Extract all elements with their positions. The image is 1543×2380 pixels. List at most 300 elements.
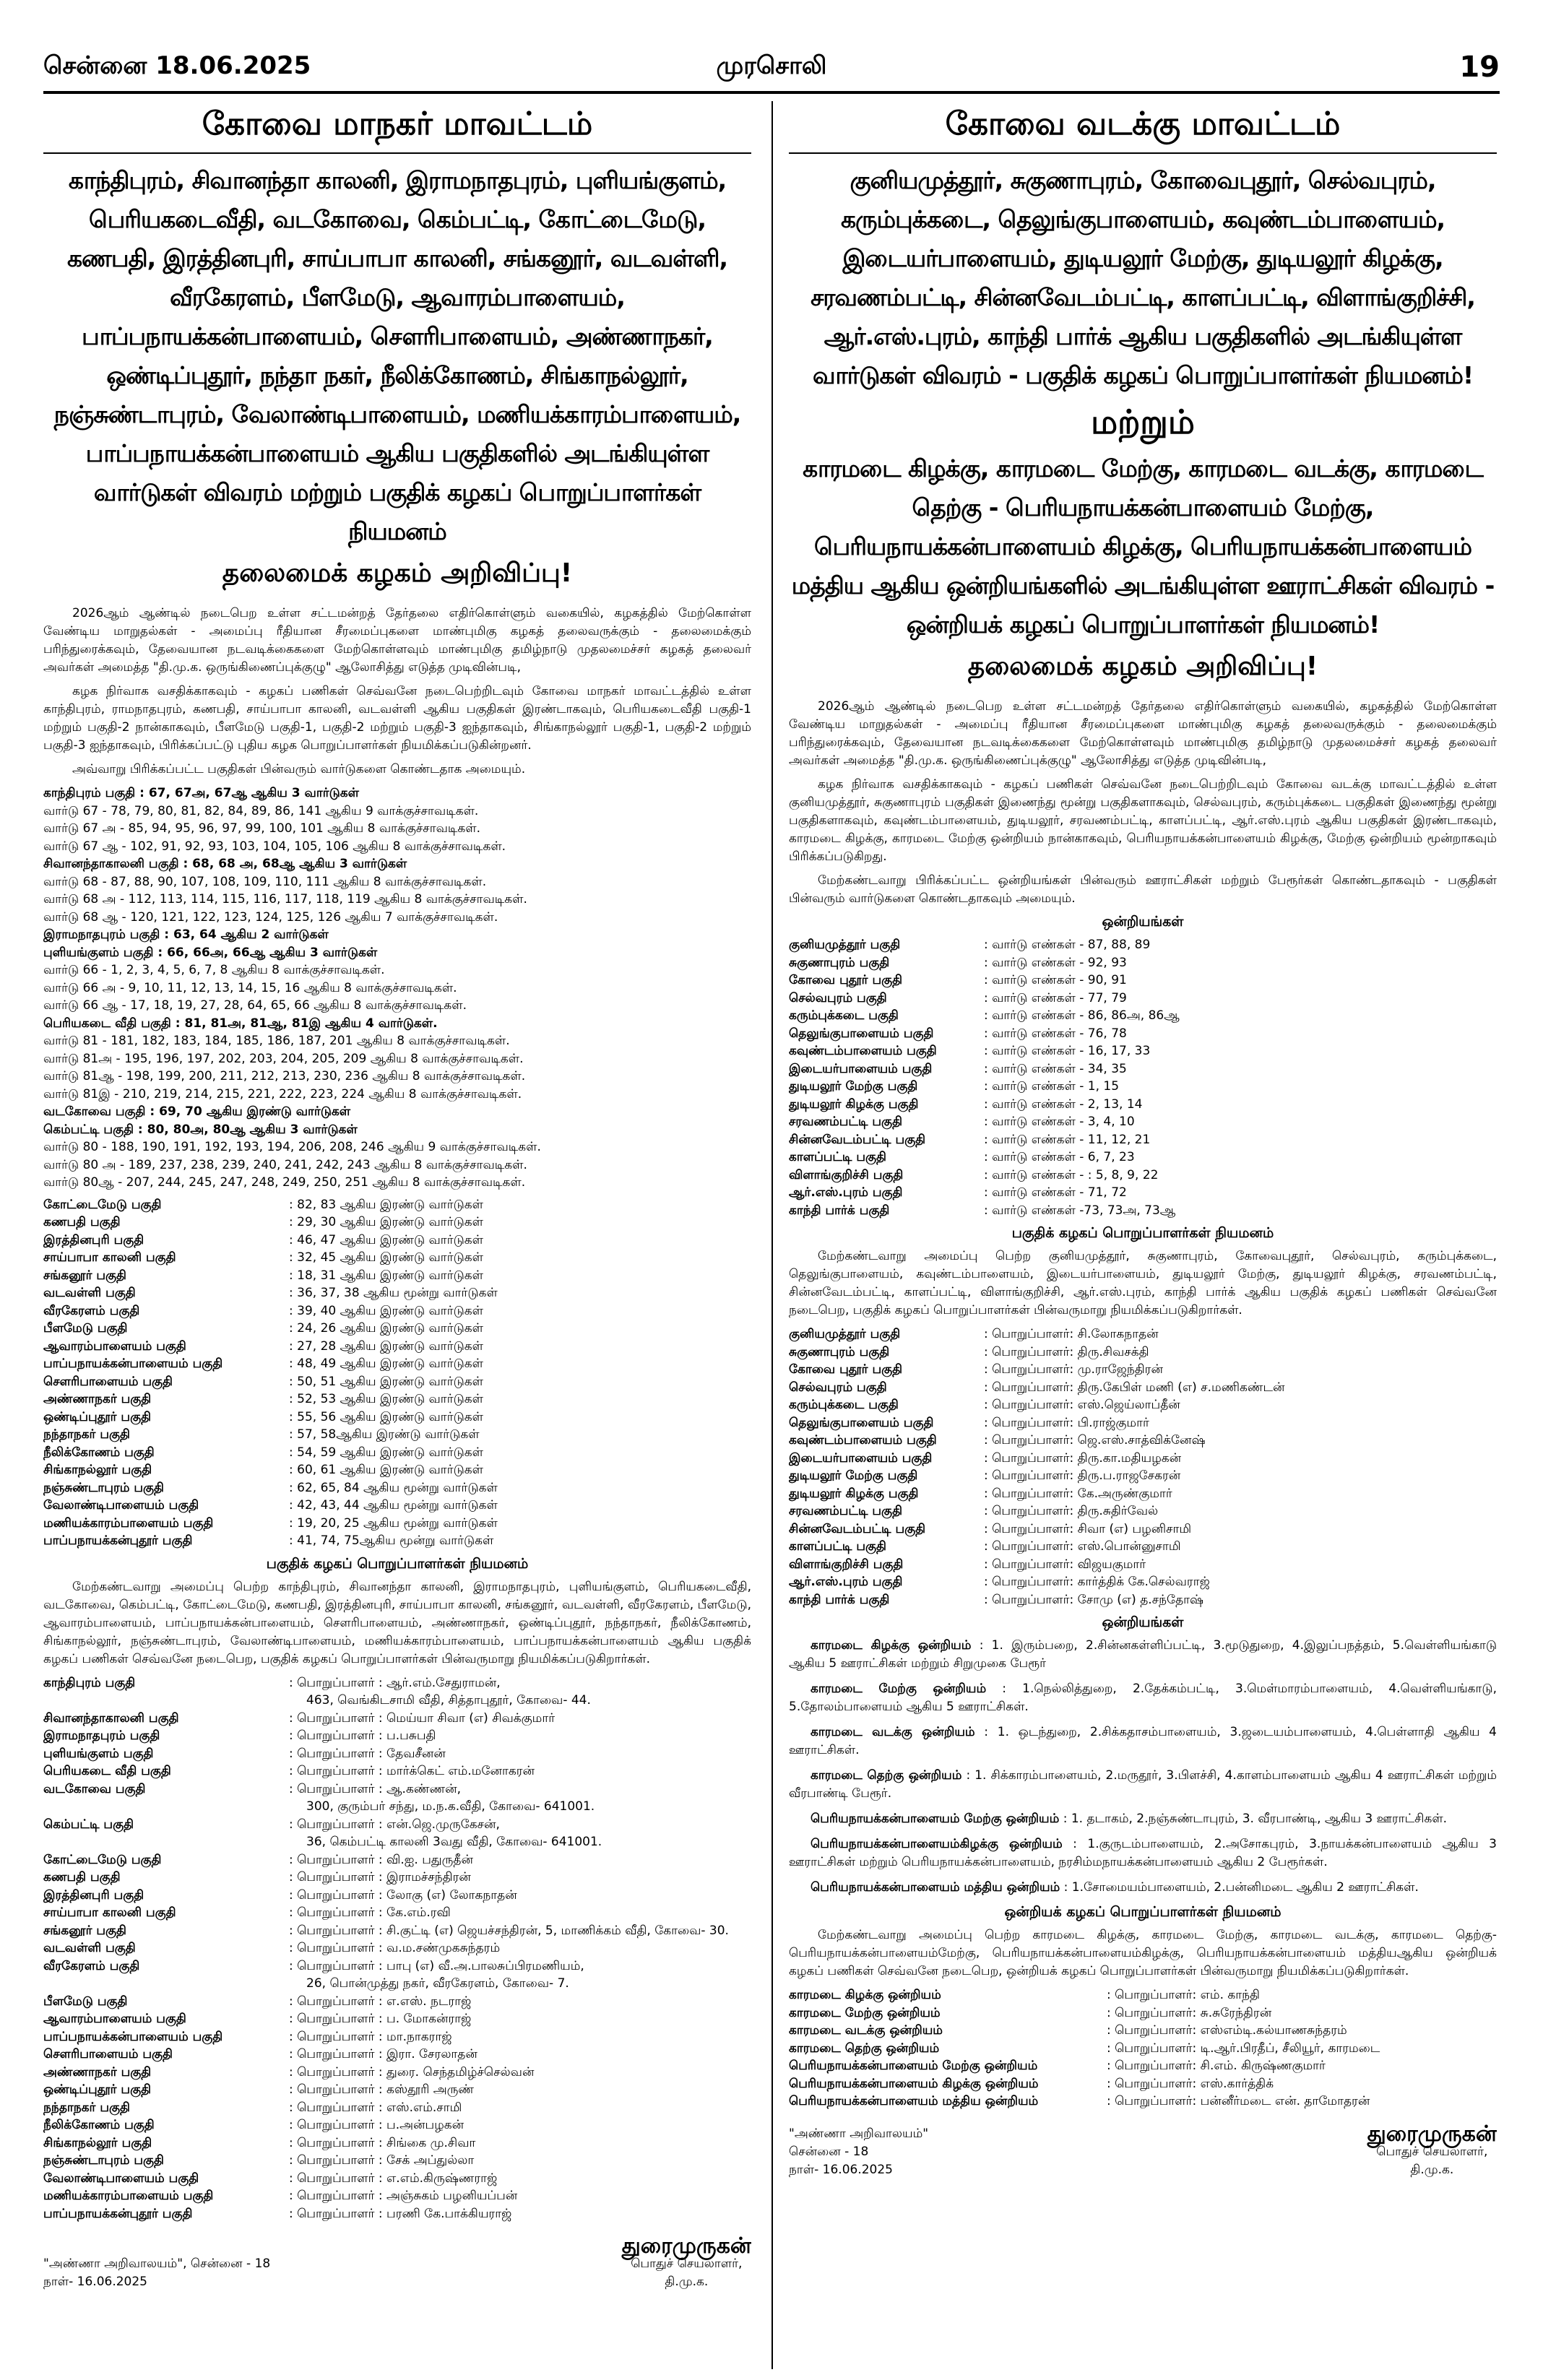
area-ward-row-area: கோட்டைமேடு பகுதி <box>43 1197 162 1212</box>
officer-row <box>789 1485 1497 1503</box>
officer-row-area: புளியங்குளம் பகுதி <box>43 1746 154 1761</box>
officer-row-area: சுகுணாபுரம் பகுதி <box>789 1344 890 1359</box>
union-name: பெரியநாயக்கன்பாளையம்கிழக்கு ஒன்றியம் <box>811 1837 1063 1851</box>
area-ward-row-area: நீலிக்கோணம் பகுதி <box>43 1445 155 1460</box>
area-ward-row-area: பாப்பநாயக்கன்புதூர் பகுதி <box>43 1533 193 1548</box>
officer-row <box>43 2134 751 2152</box>
area-ward-row-text: : 57, 58ஆகிய இரண்டு வார்டுகள் <box>289 1427 480 1442</box>
officer-row-value <box>984 1379 1497 1397</box>
area-ward-row-text: : வார்டு எண்கள் - : 5, 8, 9, 22 <box>984 1167 1159 1182</box>
right-sign-city: சென்னை - 18 <box>789 2144 869 2159</box>
left-announcement: தலைமைக் கழகம் அறிவிப்பு! <box>222 558 573 588</box>
column-divider <box>772 101 773 2369</box>
area-ward-row-area: காளப்பட்டி பகுதி <box>789 1150 886 1164</box>
area-ward-row-value <box>289 1213 751 1232</box>
area-ward-row <box>43 1213 751 1232</box>
officer-row-value <box>984 1485 1497 1503</box>
area-ward-row <box>43 1408 751 1427</box>
officer-row-value <box>289 1816 751 1851</box>
officer-row-value <box>984 1573 1497 1591</box>
officer-row <box>789 1361 1497 1379</box>
area-ward-row <box>789 1096 1497 1114</box>
officer-row-value <box>289 1957 751 1993</box>
union-officer-row <box>789 2093 1497 2111</box>
area-ward-row <box>789 1184 1497 1202</box>
union-name: காரமடை வடக்கு ஒன்றியம் <box>811 1725 975 1739</box>
union-detail: : 1. ஒடந்துறை, 2.சிக்கதாசம்பாளையம், 3.ஜடையம்பாளையம், 4.பெள்ளாதி ஆகிய 4 ஊராட்சிகள். <box>789 1725 1497 1757</box>
area-ward-row-text: : 52, 53 ஆகிய இரண்டு வார்டுகள் <box>289 1392 483 1406</box>
officer-row-area: கணபதி பகுதி <box>43 1870 121 1884</box>
ward-booth-line: வார்டு 80ஆ - 207, 244, 245, 247, 248, 249, 250, 251 ஆகிய 8 வாக்குச்சாவடிகள். <box>43 1175 526 1190</box>
area-ward-row <box>789 936 1497 954</box>
right-unions-heading: ஒன்றியங்கள் <box>1102 1614 1184 1630</box>
area-ward-row-area: வீரகேரளம் பகுதி <box>43 1303 140 1318</box>
officer-row-text: : பொறுப்பாளர்: திரு.சிவசக்தி <box>984 1344 1149 1359</box>
area-ward-row-value <box>289 1320 751 1338</box>
officer-row-area: வடவள்ளி பகுதி <box>43 1941 136 1955</box>
right-district-title: கோவை வடக்கு மாவட்டம் <box>789 105 1497 154</box>
officer-row-text: : பொறுப்பாளர்: கே.அருண்குமார் <box>984 1486 1172 1501</box>
officer-row-area: இராமநாதபுரம் பகுதி <box>43 1728 160 1743</box>
officer-row <box>43 1710 751 1728</box>
left-article <box>43 101 751 2369</box>
area-ward-row-area: துடியலூர் மேற்கு பகுதி <box>789 1079 918 1094</box>
officer-row <box>789 1414 1497 1432</box>
area-ward-row-value <box>289 1302 751 1320</box>
officer-row-text: : பொறுப்பாளர்: திரு.கா.மதியழகன் <box>984 1450 1182 1466</box>
area-ward-row-value <box>289 1196 751 1214</box>
area-ward-row <box>789 1025 1497 1043</box>
area-ward-row-text: : வார்டு எண்கள் - 11, 12, 21 <box>984 1132 1151 1147</box>
officer-row-value <box>984 1343 1497 1362</box>
union-paragraph <box>789 1723 1497 1760</box>
area-ward-row-text: : வார்டு எண்கள் - 3, 4, 10 <box>984 1115 1135 1129</box>
right-signatory-title: பொதுச் செயலாளர், <box>1376 2144 1488 2159</box>
officer-row-text: : பொறுப்பாளர்: எஸ்.பொன்னுசாமி <box>984 1539 1181 1554</box>
officer-row <box>43 1993 751 2011</box>
area-ward-row-area: நஞ்சுண்டாபுரம் பகுதி <box>43 1480 164 1495</box>
left-district-title: கோவை மாநகர் மாவட்டம் <box>43 105 751 154</box>
union-detail: : 1. தடாகம், 2.நஞ்சுண்டாபுரம், 3. வீரபாண்டி, ஆகிய 3 ஊராட்சிகள். <box>1059 1812 1448 1826</box>
left-intro <box>43 605 751 779</box>
area-ward-row <box>43 1515 751 1533</box>
area-ward-row-area: ஒண்டிப்புதூர் பகுதி <box>43 1409 152 1424</box>
officer-row <box>43 1851 751 1869</box>
officer-row-value <box>289 1674 751 1710</box>
area-ward-row-text: : 42, 43, 44 ஆகிய மூன்று வார்டுகள் <box>289 1498 498 1513</box>
area-ward-row <box>43 1497 751 1515</box>
officer-row-area: அண்ணாநகர் பகுதி <box>43 2064 152 2080</box>
area-ward-row-text: : வார்டு எண்கள் - 2, 13, 14 <box>984 1096 1143 1112</box>
union-paragraph <box>789 1637 1497 1673</box>
area-ward-row-area: பீளமேடு பகுதி <box>43 1321 128 1336</box>
area-ward-row-value <box>984 1131 1497 1149</box>
area-ward-row <box>789 1007 1497 1025</box>
area-ward-row <box>43 1320 751 1338</box>
officer-row-area: ஒண்டிப்புதூர் பகுதி <box>43 2082 152 2097</box>
union-officer-row-value <box>1107 2057 1497 2075</box>
left-signatory-org: தி.மு.க. <box>665 2275 709 2289</box>
right-union-list <box>789 1637 1497 1897</box>
area-ward-row-value <box>984 990 1497 1008</box>
left-signoff <box>43 2233 751 2291</box>
area-ward-row-text: : 27, 28 ஆகிய இரண்டு வார்டுகள் <box>289 1338 483 1354</box>
officer-row-area: காந்தி பார்க் பகுதி <box>789 1592 890 1607</box>
area-ward-row-text: : வார்டு எண்கள் - 16, 17, 33 <box>984 1044 1151 1058</box>
left-sign-address: "அண்ணா அறிவாலயம்", சென்னை - 18 <box>43 2256 271 2271</box>
officer-row-area: சாய்பாபா காலனி பகுதி <box>43 1905 176 1920</box>
area-ward-row-value <box>984 936 1497 954</box>
ward-booth-line: வார்டு 67 அ - 85, 94, 95, 96, 97, 99, 100, 101 ஆகிய 8 வாக்குச்சாவடிகள். <box>43 821 481 836</box>
officer-row <box>43 2170 751 2188</box>
area-ward-row <box>43 1338 751 1356</box>
area-ward-row-text: : வார்டு எண்கள் - 92, 93 <box>984 955 1127 970</box>
right-sign-date: நாள்- 16.06.2025 <box>789 2162 894 2177</box>
officer-row <box>43 2187 751 2205</box>
area-ward-row <box>789 1042 1497 1060</box>
union-detail: : 1.சோமையம்பாளையம், 2.பன்னிமடை ஆகிய 2 ஊராட்சிகள். <box>1060 1880 1419 1895</box>
ward-booth-line: வார்டு 66 ஆ - 17, 18, 19, 27, 28, 64, 65, 66 ஆகிய 8 வாக்குச்சாவடிகள். <box>43 998 467 1013</box>
area-ward-row-value <box>289 1390 751 1408</box>
area-ward-row-value <box>289 1373 751 1391</box>
union-officer-row-text: : பொறுப்பாளர்: சி.எம். கிருஷ்ணகுமார் <box>1107 2059 1326 2073</box>
officer-row-text: : பொறுப்பாளர்: சிவா (எ) பழனிசாமி <box>984 1521 1192 1536</box>
left-intro-paragraph: 2026ஆம் ஆண்டில் நடைபெற உள்ள சட்டமன்றத் தேர்தலை எதிர்கொள்ளும் வகையில், கழகத்தில் மேற்கொள்ள வேண்டிய மாறுதல்கள் - அமைப்பு ரீதியான சீரமைப்புகளை மாண்புமிகு கழகத் தலைவருக்கும் - தலைமைக்கும் பரிந்துரைக்கவும், தேவையான நடவடிக்கைகளை மேற்கொள்ளவும் மாண்புமிகு தமிழ்நாடு முதலமைச்சர் கழகத் தலைவர் அவர்கள் அமைத்த "தி.மு.க. ஒருங்கிணைப்புக்குழு" ஆலோசித்து எடுத்த முடிவின்படி, <box>43 606 751 675</box>
union-officer-row-area: காரமடை தெற்கு ஒன்றியம் <box>789 2041 940 2056</box>
area-ward-row-value <box>984 972 1497 990</box>
officer-row-value <box>984 1396 1497 1414</box>
ward-booth-line: வார்டு 68 - 87, 88, 90, 107, 108, 109, 110, 111 ஆகிய 8 வாக்குச்சாவடிகள். <box>43 874 487 889</box>
officer-row-value <box>289 2152 751 2170</box>
area-ward-row-text: : வார்டு எண்கள் -73, 73அ, 73ஆ <box>984 1203 1176 1218</box>
area-ward-row-value <box>289 1461 751 1479</box>
officer-row-area: நஞ்சுண்டாபுரம் பகுதி <box>43 2153 164 2168</box>
area-ward-row <box>789 1148 1497 1167</box>
officer-row-text: : பொறுப்பாளர் : கஸ்தூரி அருண் <box>289 2082 475 2097</box>
officer-row-value <box>289 2081 751 2099</box>
union-detail: : 1.குருடம்பாளையம், 2.அசோகபுரம், 3.நாயக்கன்பாளையம் ஆகிய 3 ஊராட்சிகள் மற்றும் பெரியநாயக்கன்பாளையம், நரசிம்மநாயக்கன்பாளையம் ஆகிய 2 பேரூர்கள். <box>789 1837 1497 1869</box>
officer-row-text: : பொறுப்பாளர்: திரு.ப.ராஜசேகரன் <box>984 1468 1181 1483</box>
left-sign-date: நாள்- 16.06.2025 <box>43 2275 148 2289</box>
area-ward-row <box>789 1113 1497 1131</box>
area-ward-row <box>43 1302 751 1320</box>
area-ward-row-text: : 54, 59 ஆகிய இரண்டு வார்டுகள் <box>289 1445 483 1460</box>
area-ward-row-value <box>289 1232 751 1250</box>
paper-name: முரசொலி <box>716 51 827 80</box>
area-ward-row-text: : 19, 20, 25 ஆகிய மூன்று வார்டுகள் <box>289 1515 498 1531</box>
officer-row-text: : பொறுப்பாளர் : பாபு (எ) வீ.அ.பாலசுப்பிரமணியம், <box>289 1958 584 1973</box>
area-ward-row-area: வடவள்ளி பகுதி <box>43 1286 136 1300</box>
area-ward-row-area: சங்கனூர் பகுதி <box>43 1268 126 1283</box>
union-officer-row <box>789 2022 1497 2040</box>
officer-row-text: : பொறுப்பாளர் : மா.நாகராஜ் <box>289 2029 452 2044</box>
area-ward-row-text: : 24, 26 ஆகிய இரண்டு வார்டுகள் <box>289 1321 483 1336</box>
area-ward-row <box>43 1426 751 1444</box>
ward-area-line: இராமநாதபுரம் பகுதி : 63, 64 ஆகிய 2 வார்டுகள் <box>43 927 329 942</box>
area-ward-row-value <box>984 1096 1497 1114</box>
area-ward-row-value <box>984 1060 1497 1078</box>
officer-row-area: மணியக்காரம்பாளையம் பகுதி <box>43 2189 214 2203</box>
union-detail: : 1. இரும்பறை, 2.சின்னகள்ளிப்பட்டி, 3.மூடுதுறை, 4.இலுப்பநத்தம், 5.வெள்ளியங்காடு ஆகிய 5 ஊராட்சிகள் மற்றும் சிறுமுகை பேரூர் <box>789 1638 1497 1671</box>
officer-row-text: : பொறுப்பாளர்: திரு.கேபிள் மணி (எ) ச.மணிகண்டன் <box>984 1380 1285 1395</box>
officer-row-address: 300, குரும்பர் சந்து, ம.ந.க.வீதி, கோவை- 641001. <box>306 1799 595 1814</box>
officer-row-value <box>289 1851 751 1869</box>
right-headline-2: காரமடை கிழக்கு, காரமடை மேற்கு, காரமடை வடக்கு, காரமடை தெற்கு - பெரியநாயக்கன்பாளையம் மேற்கு, பெரியநாயக்கன்பாளையம் கிழக்கு, பெரியநாயக்கன்பாளையம் மத்திய ஆகிய ஒன்றியங்களில் அடங்கியுள்ள ஊராட்சிகள் விவரம் - ஒன்றியக் கழகப் பொறுப்பாளர்கள் நியமனம்! <box>791 454 1495 639</box>
officer-row-value <box>289 2187 751 2205</box>
officer-row-text: : பொறுப்பாளர் : சிங்கை மு.சிவா <box>289 2135 476 2150</box>
officer-row-text: : பொறுப்பாளர் : ப.அன்பழகன் <box>289 2118 464 2132</box>
officer-row <box>43 1745 751 1763</box>
ward-booth-line: வார்டு 68 அ - 112, 113, 114, 115, 116, 117, 118, 119 ஆகிய 8 வாக்குச்சாவடிகள். <box>43 892 527 906</box>
ward-booth-line: வார்டு 66 அ - 9, 10, 11, 12, 13, 14, 15, 16 ஆகிய 8 வாக்குச்சாவடிகள். <box>43 980 457 995</box>
area-ward-row-value <box>289 1284 751 1302</box>
right-union-office-intro: மேற்கண்டவாறு அமைப்பு பெற்ற காரமடை கிழக்கு, காரமடை மேற்கு, காரமடை வடக்கு, காரமடை தெற்கு- பெரியநாயக்கன்பாளையம்மேற்கு, பெரியநாயக்கன்பாளையம்கிழக்கு, பெரியநாயக்கன்பாளையம் மத்தியஆகிய ஒன்றியக் கழகப் பணிகள் செவ்வனே நடைபெற, ஒன்றியக் கழகப் பொறுப்பாளர்கள் பின்வருமாறு நியமிக்கப்படுகிறார்கள். <box>789 1928 1497 1978</box>
officer-row-text: : பொறுப்பாளர் : இரா. சேரலாதன் <box>289 2047 477 2061</box>
union-officer-row-text: : பொறுப்பாளர்: எஸ்எம்டி.கல்யாணசுந்தரம் <box>1107 2023 1347 2038</box>
right-sign-address: "அண்ணா அறிவாலயம்" <box>789 2126 929 2141</box>
officer-row-area: சின்னவேடம்பட்டி பகுதி <box>789 1521 926 1536</box>
page-number: 19 <box>1459 51 1500 84</box>
ward-booth-line: வார்டு 81இ - 210, 219, 214, 215, 221, 222, 223, 224 ஆகிய 8 வாக்குச்சாவடிகள். <box>43 1086 522 1102</box>
officer-row-area: துடியலூர் கிழக்கு பகுதி <box>789 1486 919 1501</box>
area-ward-row-text: : 48, 49 ஆகிய இரண்டு வார்டுகள் <box>289 1356 483 1371</box>
officer-row-value <box>289 2099 751 2117</box>
officer-row <box>43 1869 751 1887</box>
area-ward-row <box>43 1232 751 1250</box>
officer-row-value <box>289 1727 751 1745</box>
area-ward-row-value <box>289 1497 751 1515</box>
officer-row-text: : பொறுப்பாளர்: எஸ்.ஜெய்லாப்தீன் <box>984 1398 1180 1412</box>
area-ward-row-value <box>289 1479 751 1497</box>
union-officer-row-area: பெரியநாயக்கன்பாளையம் மேற்கு ஒன்றியம் <box>789 2059 1038 2073</box>
officer-row-value <box>289 1780 751 1816</box>
officer-row-area: இடையர்பாளையம் பகுதி <box>789 1450 933 1466</box>
officer-row-area: நீலிக்கோணம் பகுதி <box>43 2118 155 2132</box>
officer-row-area: காளப்பட்டி பகுதி <box>789 1539 886 1554</box>
officer-row-area: கவுண்டம்பாளையம் பகுதி <box>789 1433 937 1448</box>
right-intro-paragraph: மேற்கண்டவாறு பிரிக்கப்பட்ட ஒன்றியங்கள் பின்வரும் ஊராட்சிகள் மற்றும் பேரூர்கள் கொண்டதாகவும் - பகுதிகள் பின்வரும் வார்டுகளை கொண்டதாகவும் அமையும். <box>789 873 1497 906</box>
officer-row-text: : பொறுப்பாளர் : கே.எம்.ரவி <box>289 1905 451 1920</box>
ward-booth-line: வார்டு 81ஆ - 198, 199, 200, 211, 212, 213, 230, 236 ஆகிய 8 வாக்குச்சாவடிகள். <box>43 1069 526 1083</box>
officer-row-value <box>289 2116 751 2134</box>
area-ward-row-area: சின்னவேடம்பட்டி பகுதி <box>789 1132 926 1147</box>
officer-row-value <box>984 1432 1497 1450</box>
officer-row-area: செல்வபுரம் பகுதி <box>789 1380 887 1395</box>
area-ward-row <box>789 1167 1497 1185</box>
area-ward-row-text: : 32, 45 ஆகிய இரண்டு வார்டுகள் <box>289 1250 483 1265</box>
officer-row-area: கரும்புக்கடை பகுதி <box>789 1398 899 1412</box>
area-ward-row-text: : 18, 31 ஆகிய இரண்டு வார்டுகள் <box>289 1268 483 1283</box>
officer-row-text: : பொறுப்பாளர் : பரணி கே.பாக்கியராஜ் <box>289 2206 512 2221</box>
officer-row-text: : பொறுப்பாளர்: மு.ராஜேந்திரன் <box>984 1362 1163 1377</box>
officer-row-area: துடியலூர் மேற்கு பகுதி <box>789 1468 918 1483</box>
officer-row <box>43 1922 751 1940</box>
area-ward-row-area: நந்தாநகர் பகுதி <box>43 1427 130 1442</box>
right-union-officer-table <box>789 1986 1497 2111</box>
officer-row-text: : பொறுப்பாளர்: சோமு (எ) த.சந்தோஷ் <box>984 1592 1204 1607</box>
union-officer-row-text: : பொறுப்பாளர்: பன்னீர்மடை என். தாமோதரன் <box>1107 2094 1370 2108</box>
officer-row-value <box>289 2205 751 2223</box>
officer-row-area: கோவை புதூர் பகுதி <box>789 1362 903 1377</box>
officer-row-text: : பொறுப்பாளர் : இராமச்சந்திரன் <box>289 1870 471 1884</box>
area-ward-row-area: சாய்பாபா காலனி பகுதி <box>43 1250 176 1265</box>
area-ward-row-value <box>984 1184 1497 1202</box>
officer-row-text: : பொறுப்பாளர் : சி.குட்டி (எ) ஜெயச்சந்திரன், 5, மாணிக்கம் வீதி, கோவை- 30. <box>289 1923 729 1938</box>
officer-row-area: சரவணம்பட்டி பகுதி <box>789 1504 902 1518</box>
area-ward-row-text: : 39, 40 ஆகிய இரண்டு வார்டுகள் <box>289 1303 483 1318</box>
area-ward-row-area: மணியக்காரம்பாளையம் பகுதி <box>43 1515 214 1531</box>
officer-row-area: கெம்பட்டி பகுதி <box>43 1817 134 1832</box>
area-ward-row-area: துடியலூர் கிழக்கு பகுதி <box>789 1096 919 1112</box>
area-ward-row-area: குனியமுத்தூர் பகுதி <box>789 938 901 952</box>
officer-row-value <box>289 1745 751 1763</box>
ward-booth-line: வார்டு 80 அ - 189, 237, 238, 239, 240, 241, 242, 243 ஆகிய 8 வாக்குச்சாவடிகள். <box>43 1157 527 1172</box>
officer-row <box>43 2028 751 2046</box>
area-ward-row <box>789 1202 1497 1220</box>
area-ward-row <box>789 954 1497 972</box>
officer-row-text: : பொறுப்பாளர் : மார்க்கெட் எம்.மனோகரன் <box>289 1764 535 1778</box>
ward-area-line: சிவானந்தாகாலனி பகுதி : 68, 68 அ, 68ஆ ஆகிய 3 வார்டுகள் <box>43 857 407 871</box>
union-officer-row-area: பெரியநாயக்கன்பாளையம் மத்திய ஒன்றியம் <box>789 2094 1039 2108</box>
area-ward-row-value <box>289 1515 751 1533</box>
officer-row <box>43 1816 751 1851</box>
union-officer-row <box>789 2004 1497 2022</box>
officer-row-text: : பொறுப்பாளர் : மெய்யா சிவா (எ) சிவக்குமார் <box>289 1710 556 1726</box>
area-ward-row <box>789 1131 1497 1149</box>
area-ward-row-area: தெலுங்குபாளையம் பகுதி <box>789 1026 934 1041</box>
officer-row-address: 36, கெம்பட்டி காலனி 3வது வீதி, கோவை- 641001. <box>306 1835 602 1849</box>
ward-area-line: காந்திபுரம் பகுதி : 67, 67அ, 67ஆ ஆகிய 3 வார்டுகள் <box>43 786 359 800</box>
area-ward-row-area: பாப்பநாயக்கன்பாளையம் பகுதி <box>43 1356 223 1371</box>
officer-row-value <box>289 2028 751 2046</box>
union-name: காரமடை தெற்கு ஒன்றியம் <box>811 1768 962 1783</box>
area-ward-row-value <box>984 1148 1497 1167</box>
area-ward-row-text: : 46, 47 ஆகிய இரண்டு வார்டுகள் <box>289 1232 483 1247</box>
officer-row-text: : பொறுப்பாளர்: பி.ராஜ்குமார் <box>984 1415 1149 1430</box>
area-ward-row-text: : வார்டு எண்கள் - 90, 91 <box>984 973 1127 987</box>
officer-row-value <box>289 1993 751 2011</box>
officer-row <box>43 2116 751 2134</box>
officer-row-area: சிவானந்தாகாலனி பகுதி <box>43 1710 179 1726</box>
right-and: மற்றும் <box>1091 402 1195 441</box>
officer-row <box>43 2010 751 2028</box>
right-article <box>789 101 1497 2369</box>
area-ward-row <box>43 1284 751 1302</box>
union-paragraph <box>789 1879 1497 1897</box>
officer-row-address: 463, வெங்கிடசாமி வீதி, சித்தாபுதூர், கோவை- 44. <box>306 1693 591 1708</box>
area-ward-row-area: சரவணம்பட்டி பகுதி <box>789 1115 902 1129</box>
area-ward-row-area: சுகுணாபுரம் பகுதி <box>789 955 890 970</box>
left-area-ward-table <box>43 1196 751 1550</box>
officer-row <box>43 2099 751 2117</box>
ward-area-line: கெம்பட்டி பகுதி : 80, 80அ, 80ஆ ஆகிய 3 வார்டுகள் <box>43 1122 358 1137</box>
union-officer-row <box>789 2075 1497 2093</box>
area-ward-row-area: ஆர்.எஸ்.புரம் பகுதி <box>789 1185 903 1200</box>
right-intro-paragraph: 2026ஆம் ஆண்டில் நடைபெற உள்ள சட்டமன்றத் தேர்தலை எதிர்கொள்ளும் வகையில், கழகத்தில் மேற்கொள்ள வேண்டிய மாறுதல்கள் - அமைப்பு ரீதியான சீரமைப்புகளை மாண்புமிகு கழகத் தலைவருக்கும் - தலைமைக்கும் பரிந்துரைக்கவும், தேவையான நடவடிக்கைகளை மேற்கொள்ளவும் மாண்புமிகு தமிழ்நாடு முதலமைச்சர் கழகத் தலைவர் அவர்கள் அமைத்த "தி.மு.க. ஒருங்கிணைப்புக்குழு" ஆலோசித்து எடுத்த முடிவின்படி, <box>789 699 1497 768</box>
officer-row-text: : பொறுப்பாளர் : தேவசீனன் <box>289 1746 446 1761</box>
officer-row-value <box>289 2170 751 2188</box>
area-ward-row-value <box>289 1338 751 1356</box>
officer-row <box>789 1379 1497 1397</box>
officer-row <box>789 1538 1497 1556</box>
issue-date: சென்னை 18.06.2025 <box>43 51 311 80</box>
officer-row-area: நந்தாநகர் பகுதி <box>43 2100 130 2115</box>
area-ward-row <box>789 1060 1497 1078</box>
officer-row-area: குனியமுத்தூர் பகுதி <box>789 1327 901 1341</box>
area-ward-row-value <box>289 1426 751 1444</box>
union-officer-row-value <box>1107 2075 1497 2093</box>
officer-row-value <box>289 1869 751 1887</box>
union-officer-row <box>789 1986 1497 2004</box>
officer-row-value <box>984 1591 1497 1609</box>
officer-row-value <box>984 1467 1497 1485</box>
area-ward-row-value <box>984 1078 1497 1096</box>
officer-row <box>43 2046 751 2064</box>
right-signatory-org: தி.மு.க. <box>1410 2162 1454 2177</box>
union-officer-row-area: பெரியநாயக்கன்பாளையம் கிழக்கு ஒன்றியம் <box>789 2076 1039 2091</box>
right-signatory-name: துரைமுருகன் <box>1367 2121 1497 2147</box>
union-paragraph <box>789 1835 1497 1871</box>
union-officer-row-value <box>1107 2022 1497 2040</box>
right-announcement: தலைமைக் கழகம் அறிவிப்பு! <box>967 652 1318 681</box>
union-officer-row-area: காரமடை மேற்கு ஒன்றியம் <box>789 2005 941 2020</box>
area-ward-row-text: : 41, 74, 75ஆகிய மூன்று வார்டுகள் <box>289 1533 494 1548</box>
officer-row-text: : பொறுப்பாளர் : துரை. செந்தமிழ்ச்செல்வன் <box>289 2064 535 2080</box>
officer-row-text: : பொறுப்பாளர் : ப.பசுபதி <box>289 1728 436 1743</box>
officer-row <box>43 1780 751 1816</box>
area-ward-row-text: : வார்டு எண்கள் - 77, 79 <box>984 990 1127 1005</box>
area-ward-row-text: : வார்டு எண்கள் - 86, 86அ, 86ஆ <box>984 1008 1180 1023</box>
area-ward-row-area: செல்வபுரம் பகுதி <box>789 990 887 1005</box>
union-detail: : 1.நெல்லித்துறை, 2.தேக்கம்பட்டி, 3.மெள்மாரம்பாளையம், 4.வெள்ளியங்காடு, 5.தோலம்பாளையம் ஆகிய 5 ஊராட்சிகள். <box>789 1682 1497 1714</box>
area-ward-row-area: சௌரிபாளையம் பகுதி <box>43 1374 173 1389</box>
officer-row <box>789 1556 1497 1574</box>
officer-row-area: விளாங்குறிச்சி பகுதி <box>789 1557 904 1572</box>
area-ward-row <box>789 990 1497 1008</box>
area-ward-row-text: : 36, 37, 38 ஆகிய மூன்று வார்டுகள் <box>289 1286 498 1300</box>
officer-row <box>43 1939 751 1957</box>
area-ward-row <box>43 1444 751 1462</box>
left-office-intro: மேற்கண்டவாறு அமைப்பு பெற்ற காந்திபுரம், சிவானந்தா காலனி, இராமநாதபுரம், புளியங்குளம், பெரியகடைவீதி, வடகோவை, கெம்பட்டி, கோட்டைமேடு, கணபதி, இரத்தினபுரி, சாய்பாபா காலனி, சங்கனூர், வடவள்ளி, வீரகேரளம், பீளமேடு, ஆவாரம்பாளையம், பாப்பநாயக்கன்பாளையம், சௌரிபாளையம், அண்ணாநகர், ஒண்டிப்புதூர், நந்தாநகர், நீலிக்கோணம், சிங்காநல்லூர், நஞ்சுண்டாபுரம், வேலாண்டிபாளையம், மணியக்காரம்பாளையம், பாப்பநாயக்கன்பாளையம் ஆகிய பகுதிக் கழகப் பணிகள் செவ்வனே நடைபெற, பகுதிக் கழகப் பொறுப்பாளர்கள் பின்வருமாறு நியமிக்கப்படுகிறார்கள். <box>43 1579 751 1666</box>
area-ward-row-area: விளாங்குறிச்சி பகுதி <box>789 1167 904 1182</box>
area-ward-row-value <box>984 1167 1497 1185</box>
union-name: பெரியநாயக்கன்பாளையம் மேற்கு ஒன்றியம் <box>811 1812 1060 1826</box>
area-ward-row <box>43 1461 751 1479</box>
area-ward-row-text: : 55, 56 ஆகிய இரண்டு வார்டுகள் <box>289 1409 483 1424</box>
officer-row-text: : பொறுப்பாளர் : என்.ஜெ.முருகேசன், <box>289 1817 500 1832</box>
area-ward-row-value <box>289 1408 751 1427</box>
union-officer-row <box>789 2057 1497 2075</box>
ward-area-line: பெரியகடை வீதி பகுதி : 81, 81அ, 81ஆ, 81இ ஆகிய 4 வார்டுகள். <box>43 1016 438 1031</box>
left-headline: காந்திபுரம், சிவானந்தா காலனி, இராமநாதபுரம், புளியங்குளம், பெரியகடைவீதி, வடகோவை, கெம்பட்டி, கோட்டைமேடு, கணபதி, இரத்தினபுரி, சாய்பாபா காலனி, சங்கனூர், வடவள்ளி, வீரகேரளம், பீளமேடு, ஆவாரம்பாளையம், பாப்பநாயக்கன்பாளையம், சௌரிபாளையம், அண்ணாநகர், ஒண்டிப்புதூர், நந்தா நகர், நீலிக்கோணம், சிங்காநல்லூர், நஞ்சுண்டாபுரம், வேலாண்டிபாளையம், மணியக்காரம்பாளையம், பாப்பநாயக்கன்பாளையம் ஆகிய பகுதிகளில் அடங்கியுள்ள வார்டுகள் விவரம் மற்றும் பகுதிக் கழகப் பொறுப்பாளர்கள் நியமனம் <box>53 166 741 545</box>
officer-row <box>43 2205 751 2223</box>
area-ward-row-area: காந்தி பார்க் பகுதி <box>789 1203 890 1218</box>
area-ward-row-area: கரும்புக்கடை பகுதி <box>789 1008 899 1023</box>
officer-row-text: : பொறுப்பாளர் : சேக் அப்துல்லா <box>289 2153 475 2168</box>
officer-row-area: சிங்காநல்லூர் பகுதி <box>43 2135 152 2150</box>
officer-row-area: ஆவாரம்பாளையம் பகுதி <box>43 2012 186 2026</box>
union-paragraph <box>789 1680 1497 1716</box>
officer-row-text: : பொறுப்பாளர் : ப. மோகன்ராஜ் <box>289 2012 472 2026</box>
officer-row-area: ஆர்.எஸ்.புரம் பகுதி <box>789 1575 903 1589</box>
ward-booth-line: வார்டு 67 ஆ - 102, 91, 92, 93, 103, 104, 105, 106 ஆகிய 8 வாக்குச்சாவடிகள். <box>43 839 506 854</box>
officer-row-text: : பொறுப்பாளர் : ஆர்.எம்.சேதுராமன், <box>289 1675 501 1690</box>
left-ward-list <box>43 784 751 1192</box>
union-officer-row-text: : பொறுப்பாளர்: டி.ஆர்.பிரதீப், சீலியூர், காரமடை <box>1107 2041 1380 2056</box>
officer-row-area: பீளமேடு பகுதி <box>43 1994 128 2009</box>
officer-row <box>43 2064 751 2082</box>
officer-row-value <box>289 2134 751 2152</box>
